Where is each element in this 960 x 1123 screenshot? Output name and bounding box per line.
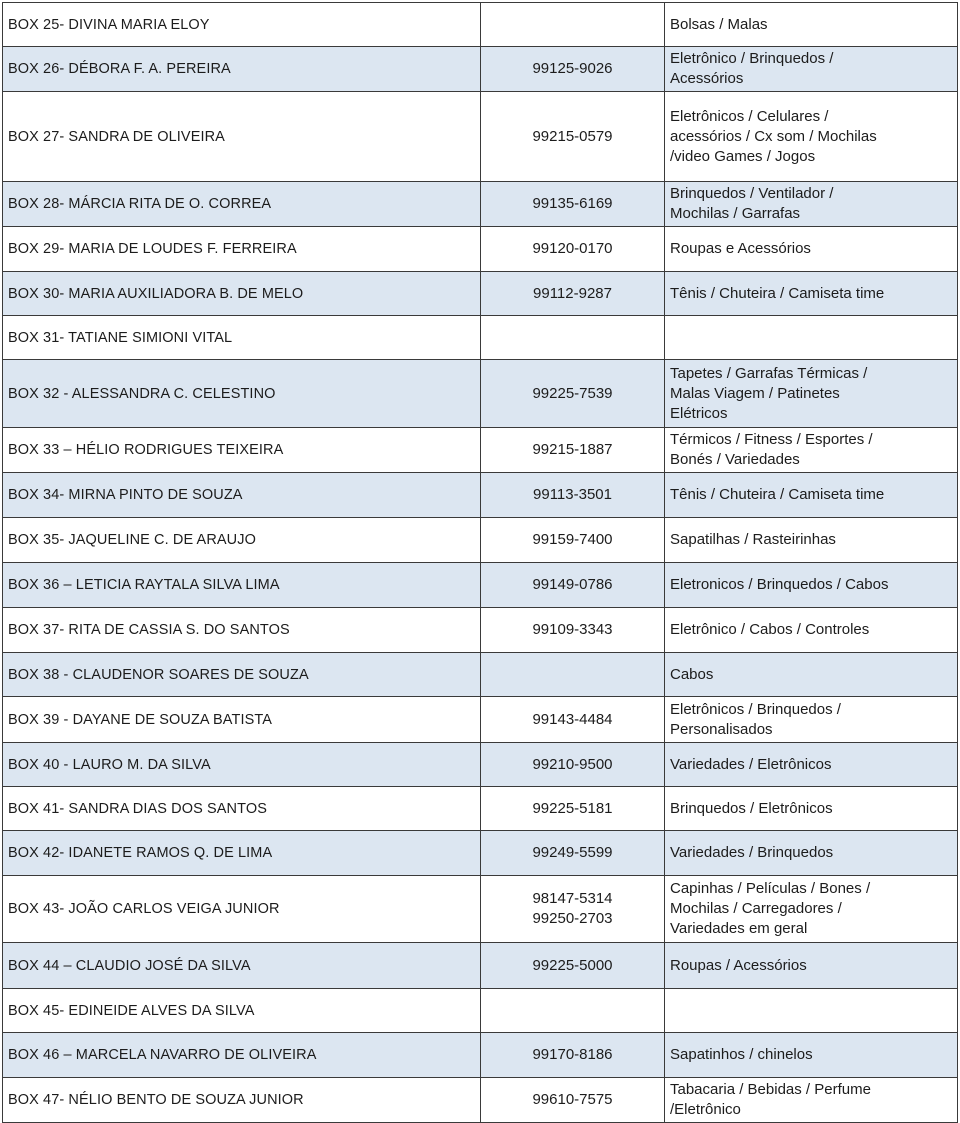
products-cell: Variedades / Brinquedos (665, 831, 958, 876)
table-row (3, 743, 958, 787)
products-cell: Eletrônicos / Brinquedos / Personalisados (665, 697, 958, 743)
phone-cell: 99112-9287 (481, 272, 665, 316)
products-cell: Roupas / Acessórios (665, 943, 958, 989)
box-name-cell: BOX 36 – LETICIA RAYTALA SILVA LIMA (3, 563, 481, 608)
phone-cell: 99215-0579 (481, 92, 665, 182)
products-cell: Tapetes / Garrafas Térmicas / Malas Viagem / Patinetes Elétricos (665, 360, 958, 428)
products-cell: Variedades / Eletrônicos (665, 743, 958, 787)
table-row (3, 473, 958, 518)
products-cell: Eletronicos / Brinquedos / Cabos (665, 563, 958, 608)
table-row (3, 272, 958, 316)
box-name-cell: BOX 33 – HÉLIO RODRIGUES TEIXEIRA (3, 428, 481, 473)
table-row (3, 360, 958, 428)
products-cell: Tênis / Chuteira / Camiseta time (665, 473, 958, 518)
box-name-cell: BOX 37- RITA DE CASSIA S. DO SANTOS (3, 608, 481, 653)
table-row (3, 653, 958, 697)
table-row (3, 1078, 958, 1123)
products-cell: Tênis / Chuteira / Camiseta time (665, 272, 958, 316)
box-name-cell: BOX 42- IDANETE RAMOS Q. DE LIMA (3, 831, 481, 876)
table-row (3, 943, 958, 989)
table-row (3, 831, 958, 876)
phone-cell: 99135-6169 (481, 182, 665, 227)
products-cell: Brinquedos / Ventilador / Mochilas / Garrafas (665, 182, 958, 227)
phone-cell (481, 316, 665, 360)
phone-cell: 99225-5181 (481, 787, 665, 831)
box-name-cell: BOX 40 - LAURO M. DA SILVA (3, 743, 481, 787)
products-cell (665, 316, 958, 360)
phone-cell: 99210-9500 (481, 743, 665, 787)
phone-cell: 99125-9026 (481, 47, 665, 92)
products-cell: Eletrônico / Brinquedos / Acessórios (665, 47, 958, 92)
products-cell: Eletrônico / Cabos / Controles (665, 608, 958, 653)
box-name-cell: BOX 25- DIVINA MARIA ELOY (3, 3, 481, 47)
table-row (3, 47, 958, 92)
phone-cell: 99109-3343 (481, 608, 665, 653)
box-name-cell: BOX 41- SANDRA DIAS DOS SANTOS (3, 787, 481, 831)
table-row (3, 182, 958, 227)
products-cell (665, 989, 958, 1033)
table-row (3, 876, 958, 943)
box-name-cell: BOX 29- MARIA DE LOUDES F. FERREIRA (3, 227, 481, 272)
phone-cell: 99113-3501 (481, 473, 665, 518)
products-cell: Eletrônicos / Celulares / acessórios / Cx som / Mochilas /video Games / Jogos (665, 92, 958, 182)
table-row (3, 563, 958, 608)
table-row (3, 697, 958, 743)
vendor-table-body (3, 3, 958, 1123)
phone-cell (481, 989, 665, 1033)
box-name-cell: BOX 26- DÉBORA F. A. PEREIRA (3, 47, 481, 92)
products-cell: Tabacaria / Bebidas / Perfume /Eletrônico (665, 1078, 958, 1123)
table-row (3, 428, 958, 473)
box-name-cell: BOX 31- TATIANE SIMIONI VITAL (3, 316, 481, 360)
box-name-cell: BOX 27- SANDRA DE OLIVEIRA (3, 92, 481, 182)
box-name-cell: BOX 43- JOÃO CARLOS VEIGA JUNIOR (3, 876, 481, 943)
table-row (3, 316, 958, 360)
table-row (3, 608, 958, 653)
phone-cell: 99225-5000 (481, 943, 665, 989)
table-row (3, 518, 958, 563)
vendor-table (2, 2, 958, 1123)
phone-cell (481, 3, 665, 47)
table-row (3, 227, 958, 272)
phone-cell: 99149-0786 (481, 563, 665, 608)
products-cell: Sapatinhos / chinelos (665, 1033, 958, 1078)
phone-cell: 99249-5599 (481, 831, 665, 876)
box-name-cell: BOX 35- JAQUELINE C. DE ARAUJO (3, 518, 481, 563)
box-name-cell: BOX 28- MÁRCIA RITA DE O. CORREA (3, 182, 481, 227)
table-row (3, 1033, 958, 1078)
box-name-cell: BOX 46 – MARCELA NAVARRO DE OLIVEIRA (3, 1033, 481, 1078)
box-name-cell: BOX 44 – CLAUDIO JOSÉ DA SILVA (3, 943, 481, 989)
products-cell: Capinhas / Películas / Bones / Mochilas / Carregadores / Variedades em geral (665, 876, 958, 943)
phone-cell: 99215-1887 (481, 428, 665, 473)
box-name-cell: BOX 30- MARIA AUXILIADORA B. DE MELO (3, 272, 481, 316)
products-cell: Térmicos / Fitness / Esportes / Bonés / Variedades (665, 428, 958, 473)
phone-cell: 99143-4484 (481, 697, 665, 743)
phone-cell: 99610-7575 (481, 1078, 665, 1123)
box-name-cell: BOX 34- MIRNA PINTO DE SOUZA (3, 473, 481, 518)
products-cell: Brinquedos / Eletrônicos (665, 787, 958, 831)
box-name-cell: BOX 45- EDINEIDE ALVES DA SILVA (3, 989, 481, 1033)
products-cell: Bolsas / Malas (665, 3, 958, 47)
products-cell: Cabos (665, 653, 958, 697)
products-cell: Sapatilhas / Rasteirinhas (665, 518, 958, 563)
phone-cell: 99159-7400 (481, 518, 665, 563)
phone-cell (481, 653, 665, 697)
table-row (3, 787, 958, 831)
phone-cell: 99120-0170 (481, 227, 665, 272)
box-name-cell: BOX 39 - DAYANE DE SOUZA BATISTA (3, 697, 481, 743)
box-name-cell: BOX 47- NÉLIO BENTO DE SOUZA JUNIOR (3, 1078, 481, 1123)
phone-cell: 99225-7539 (481, 360, 665, 428)
table-row (3, 92, 958, 182)
phone-cell: 99170-8186 (481, 1033, 665, 1078)
table-row (3, 3, 958, 47)
box-name-cell: BOX 32 - ALESSANDRA C. CELESTINO (3, 360, 481, 428)
phone-cell: 98147-5314 99250-2703 (481, 876, 665, 943)
box-name-cell: BOX 38 - CLAUDENOR SOARES DE SOUZA (3, 653, 481, 697)
products-cell: Roupas e Acessórios (665, 227, 958, 272)
table-row (3, 989, 958, 1033)
